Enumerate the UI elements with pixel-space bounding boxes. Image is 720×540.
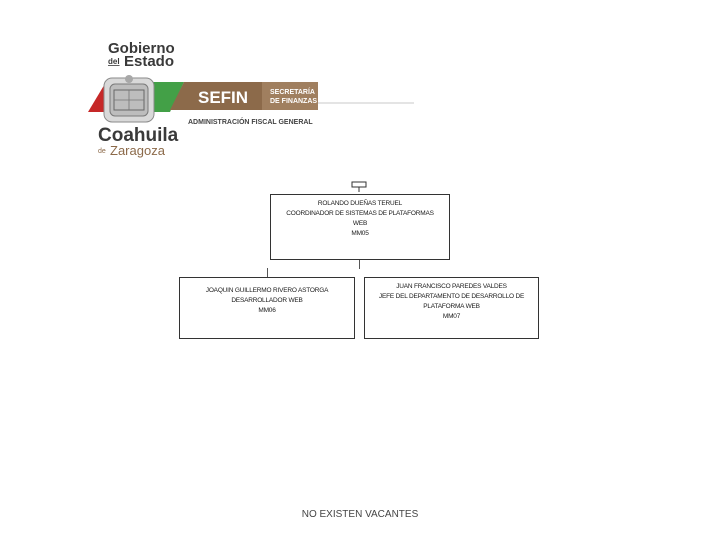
connector-right [359, 260, 360, 269]
node-title: DESARROLLADOR WEB [231, 297, 303, 304]
state-sub: Zaragoza [110, 143, 165, 158]
node-name: ROLANDO DUEÑAS TERUEL [317, 200, 403, 207]
gov-line2-small: del [108, 57, 120, 66]
org-node-department-head [364, 277, 539, 339]
node-code: MM06 [258, 307, 276, 314]
sefin-label: SEFIN [198, 88, 249, 107]
node-title: PLATAFORMA WEB [423, 303, 480, 310]
node-code: MM05 [351, 230, 369, 237]
state-name: Coahuila [98, 125, 179, 146]
node-name: JUAN FRANCISCO PAREDES VALDES [396, 283, 507, 290]
state-de: de [98, 148, 106, 155]
node-title: WEB [352, 220, 368, 227]
government-logo [84, 34, 424, 159]
coat-of-arms-icon [88, 75, 184, 122]
org-node-web-developer [179, 277, 355, 339]
org-root-marker-icon [351, 181, 367, 193]
node-title: COORDINADOR DE SISTEMAS DE PLATAFORMAS [286, 210, 434, 217]
gov-line1: Gobierno [108, 40, 175, 57]
admin-fiscal: ADMINISTRACIÓN FISCAL GENERAL [188, 119, 313, 126]
secretaria-line1: SECRETARÍA [270, 89, 315, 96]
gov-line2: Estado [124, 53, 175, 70]
node-title: JEFE DEL DEPARTAMENTO DE DESARROLLO DE [378, 293, 525, 300]
secretaria-line2: DE FINANZAS [270, 98, 318, 105]
connector-left [267, 268, 268, 277]
node-code: MM07 [442, 313, 461, 320]
org-node-coordinator [270, 194, 450, 260]
node-name: JOAQUIN GUILLERMO RIVERO ASTORGA [205, 287, 329, 294]
vacancies-note: NO EXISTEN VACANTES [301, 509, 419, 520]
